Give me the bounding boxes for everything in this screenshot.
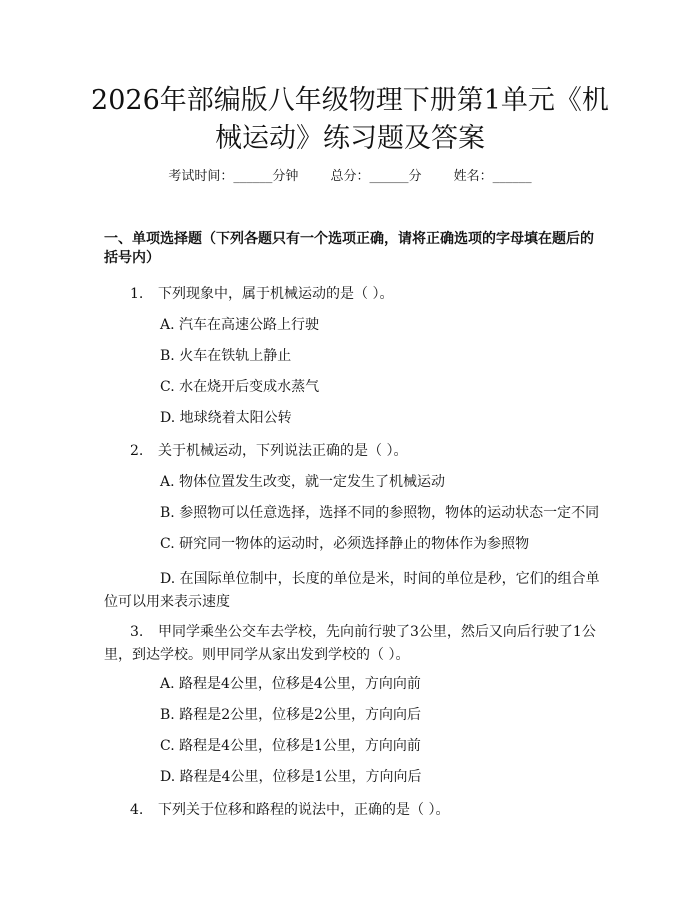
question-number: 1. (130, 286, 144, 302)
question-2 (130, 442, 407, 461)
question-number: 3. (130, 624, 144, 640)
q1-option-c: C. 水在烧开后变成水蒸气 (160, 379, 320, 395)
question-4 (130, 801, 449, 820)
q2-option-d (104, 568, 600, 614)
q3-option-a: A. 路程是4公里，位移是4公里，方向向前 (160, 676, 421, 692)
exam-time: 考试时间：______分钟 (168, 169, 299, 184)
question-1 (130, 285, 393, 304)
question-number: 4. (130, 802, 144, 818)
q1-option-a: A. 汽车在高速公路上行驶 (160, 317, 320, 333)
q2-option-a: A. 物体位置发生改变，就一定发生了机械运动 (160, 474, 446, 490)
exam-score: 总分：______分 (330, 169, 422, 184)
option-text: D. 在国际单位制中，长度的单位是米，时间的单位是秒，它们的组合单位可以用来表示速度 (104, 571, 600, 610)
q3-option-c: C. 路程是4公里，位移是1公里，方向向前 (160, 738, 421, 754)
exam-info (0, 168, 700, 186)
q3-option-d: D. 路程是4公里，位移是1公里，方向向后 (160, 769, 422, 785)
question-3 (104, 621, 600, 667)
question-text: 甲同学乘坐公交车去学校，先向前行驶了3公里，然后又向后行驶了1公里，到达学校。则甲同学从家出发到学校的（ ）。 (104, 624, 596, 663)
q1-option-b: B. 火车在铁轨上静止 (160, 348, 292, 364)
q1-option-d: D. 地球绕着太阳公转 (160, 410, 292, 426)
page-title: 2026年部编版八年级物理下册第1单元《机械运动》练习题及答案 (91, 85, 609, 154)
q2-option-c: C. 研究同一物体的运动时，必须选择静止的物体作为参照物 (160, 536, 530, 552)
question-text: 下列现象中，属于机械运动的是（ ）。 (158, 286, 394, 302)
question-text: 关于机械运动，下列说法正确的是（ ）。 (158, 443, 408, 459)
q2-option-b: B. 参照物可以任意选择，选择不同的参照物，物体的运动状态一定不同 (160, 505, 600, 521)
question-text: 下列关于位移和路程的说法中，正确的是（ ）。 (158, 802, 450, 818)
exam-name: 姓名：______ (453, 169, 532, 184)
section-heading: 一、单项选择题（下列各题只有一个选项正确，请将正确选项的字母填在题后的括号内） (104, 231, 594, 266)
q3-option-b: B. 路程是2公里，位移是2公里，方向向后 (160, 707, 422, 723)
question-number: 2. (130, 443, 144, 459)
